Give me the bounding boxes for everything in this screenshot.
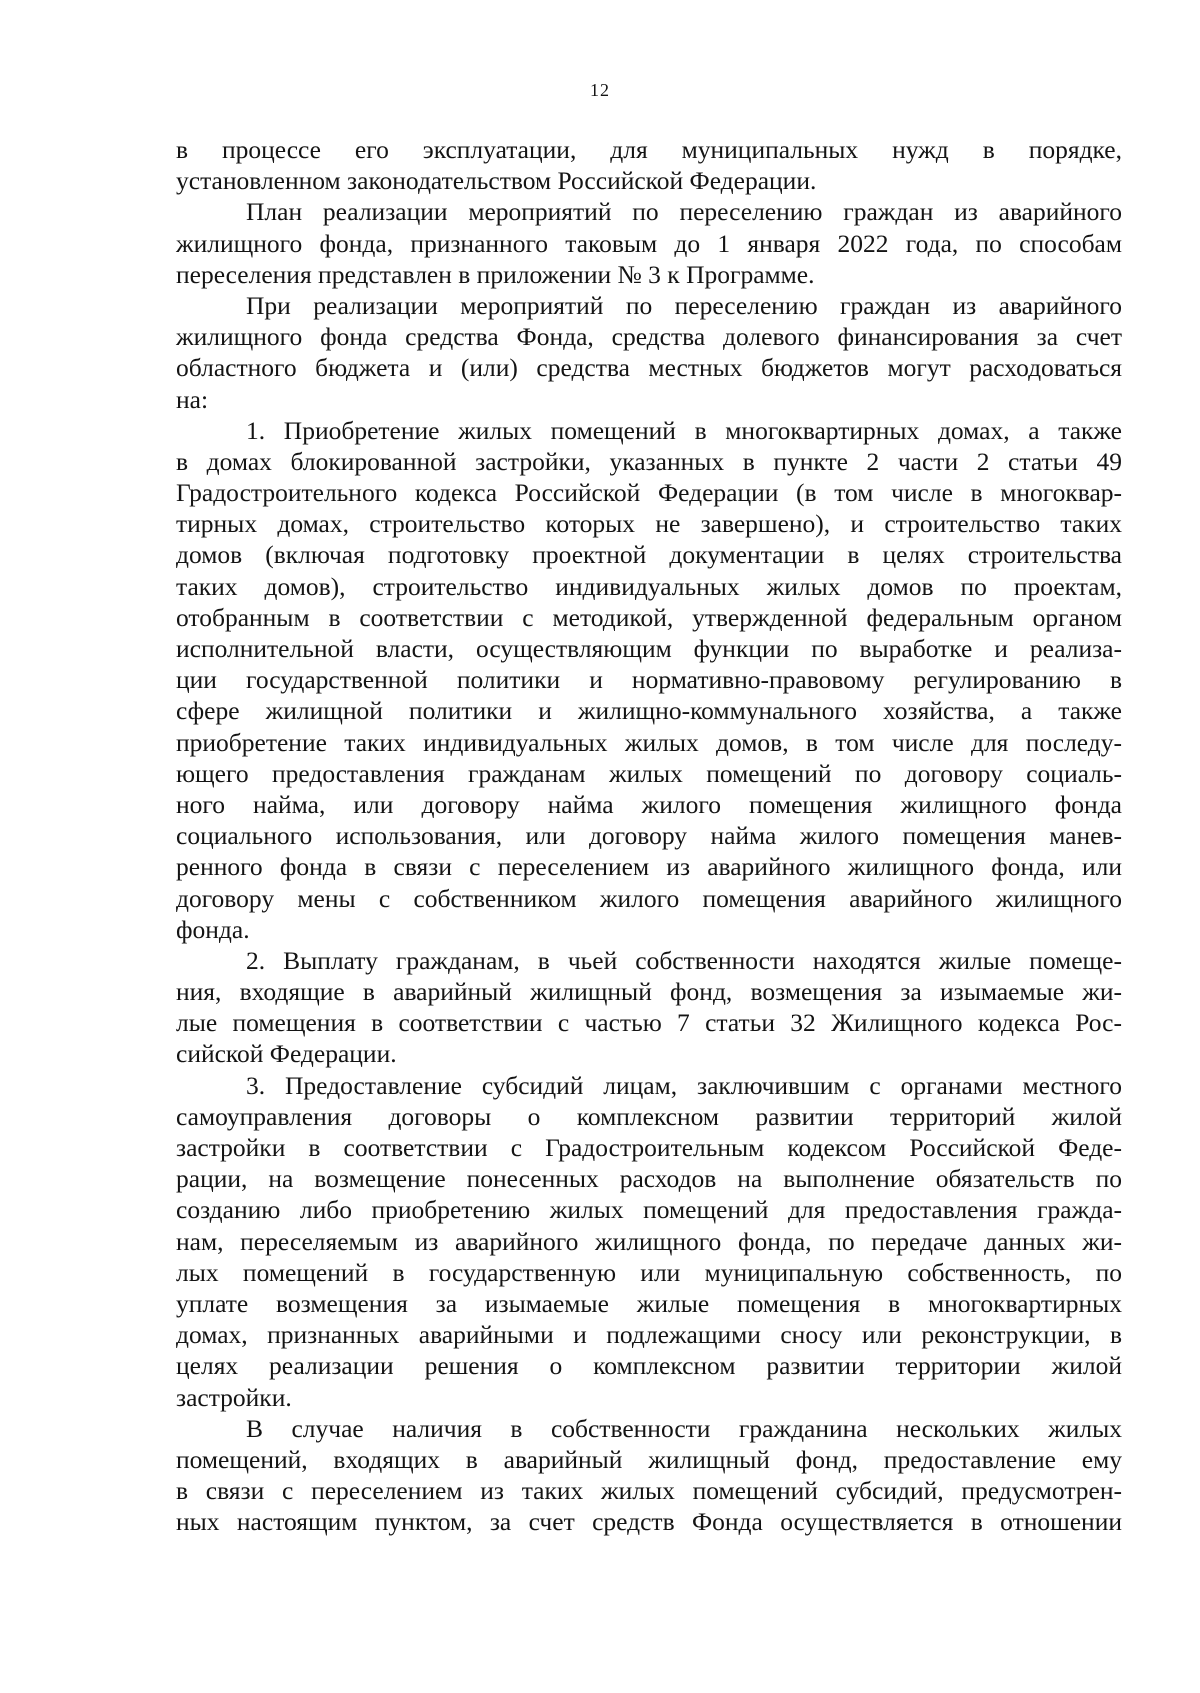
text-line: в процессе его эксплуатации, для муниципальных нужд в порядке, [176, 135, 1122, 164]
text-line: застройки. [176, 1382, 292, 1412]
text-line: переселения представлен в приложении № 3 к Программе. [176, 259, 815, 289]
text-line: лых помещений в государственную или муниципальную собственность, по [176, 1257, 1122, 1287]
text-line: ния, входящие в аварийный жилищный фонд, возмещения за изымаемые жи- [176, 977, 1122, 1007]
text-line: отобранным в соответствии с методикой, утвержденной федеральным органом [176, 602, 1122, 632]
text-line: жилищного фонда средства Фонда, средства долевого финансирования за счет [176, 322, 1122, 352]
text-line: рации, на возмещение понесенных расходов на выполнение обязательств по [176, 1164, 1122, 1194]
text-line: договору мены с собственником жилого помещения аварийного жилищного [176, 883, 1122, 913]
text-line: домах, признанных аварийными и подлежащими сносу или реконструкции, в [176, 1320, 1122, 1350]
text-line: Градостроительного кодекса Российской Федерации (в том числе в многоквар- [176, 478, 1122, 508]
text-line: таких домов), строительство индивидуальных жилых домов по проектам, [176, 571, 1122, 601]
text-line: приобретение таких индивидуальных жилых домов, в том числе для последу- [176, 727, 1122, 757]
text-line: 1. Приобретение жилых помещений в многоквартирных домах, а также [246, 415, 1122, 445]
text-line: социального использования, или договору найма жилого помещения манев- [176, 821, 1122, 851]
text-line: ции государственной политики и нормативно-правовому регулированию в [176, 665, 1122, 695]
paragraph-funds [176, 290, 1122, 415]
text-line: ного найма, или договору найма жилого помещения жилищного фонда [176, 789, 1122, 819]
text-line: ющего предоставления гражданам жилых помещений по договору социаль- [176, 758, 1122, 788]
paragraph-plan [176, 196, 1122, 290]
text-line: сийской Федерации. [176, 1039, 397, 1069]
text-line: ных настоящим пунктом, за счет средств Фонда осуществляется в отношении [176, 1507, 1122, 1537]
text-line: в домах блокированной застройки, указанных в пункте 2 части 2 статьи 49 [176, 446, 1122, 476]
text-line: помещений, входящих в аварийный жилищный фонд, предоставление ему [176, 1444, 1122, 1474]
text-line: 3. Предоставление субсидий лицам, заключившим с органами местного [246, 1070, 1122, 1100]
text-line: сфере жилищной политики и жилищно-коммунального хозяйства, а также [176, 696, 1122, 726]
list-item-1 [176, 415, 1122, 945]
text-line: жилищного фонда, признанного таковым до 1 января 2022 года, по способам [176, 228, 1122, 258]
text-line: в связи с переселением из таких жилых помещений субсидий, предусмотрен- [176, 1476, 1122, 1506]
text-line: План реализации мероприятий по переселению граждан из аварийного [246, 197, 1122, 227]
text-line: ренного фонда в связи с переселением из аварийного жилищного фонда, или [176, 852, 1122, 882]
text-line: установленном законодательством Российской Федерации. [176, 166, 817, 196]
paragraph-several-dwellings [176, 1413, 1122, 1538]
text-line: лые помещения в соответствии с частью 7 статьи 32 Жилищного кодекса Рос- [176, 1008, 1122, 1038]
text-line: домов (включая подготовку проектной документации в целях строительства [176, 540, 1122, 570]
text-line: областного бюджета и (или) средства местных бюджетов могут расходоваться [176, 353, 1122, 383]
list-item-2 [176, 945, 1122, 1070]
text-line: тирных домах, строительство которых не завершено), и строительство таких [176, 509, 1122, 539]
text-line: целях реализации решения о комплексном развитии территории жилой [176, 1351, 1122, 1381]
document-body [176, 134, 1122, 1537]
text-line: При реализации мероприятий по переселению граждан из аварийного [246, 290, 1122, 320]
page-number: 12 [590, 80, 610, 100]
text-line: исполнительной власти, осуществляющим функции по выработке и реализа- [176, 634, 1122, 663]
text-line: застройки в соответствии с Градостроительным кодексом Российской Феде- [176, 1133, 1122, 1162]
text-line: нам, переселяемым из аварийного жилищного фонда, по передаче данных жи- [176, 1226, 1122, 1256]
text-line: самоуправления договоры о комплексном развитии территорий жилой [176, 1101, 1122, 1131]
list-item-3 [176, 1070, 1122, 1413]
text-line: В случае наличия в собственности гражданина нескольких жилых [246, 1413, 1122, 1443]
text-line: 2. Выплату гражданам, в чьей собственности находятся жилые помеще- [246, 945, 1122, 975]
text-line: на: [176, 384, 209, 414]
text-line: фонда. [176, 914, 250, 944]
text-line: уплате возмещения за изымаемые жилые помещения в многоквартирных [176, 1288, 1122, 1318]
text-line: созданию либо приобретению жилых помещений для предоставления гражда- [176, 1195, 1122, 1225]
paragraph-continuation [176, 134, 1122, 196]
